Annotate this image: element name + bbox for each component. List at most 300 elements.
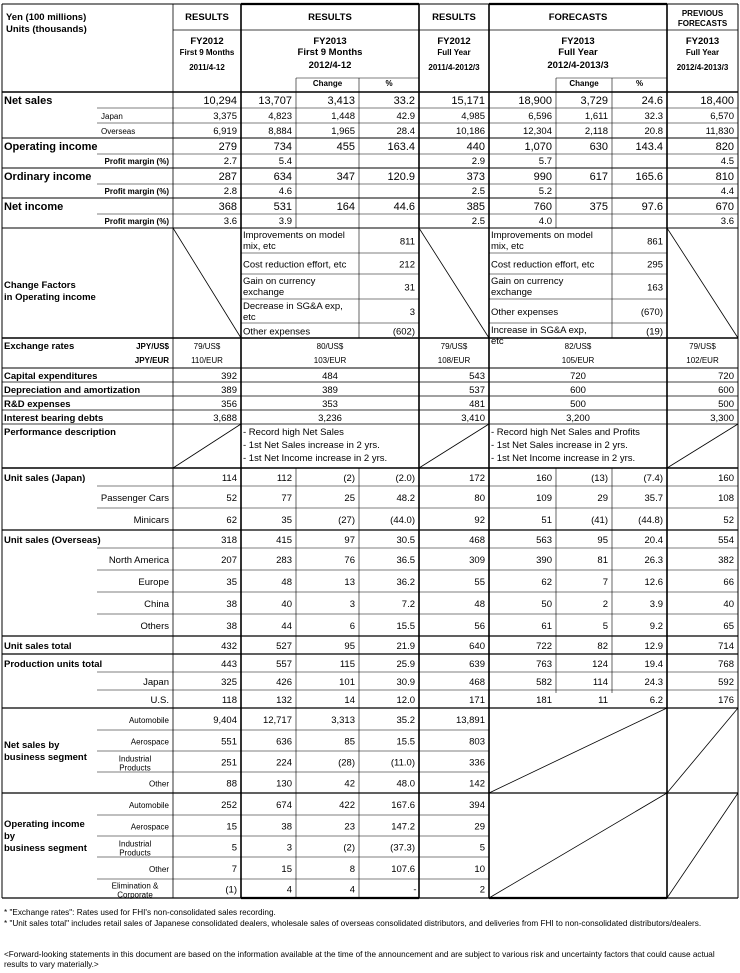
factor-value: 811 [399, 236, 415, 248]
row-value: 51 [541, 515, 552, 526]
grid-line [419, 228, 489, 338]
segment-label: Other [148, 865, 169, 874]
row-value: 65 [723, 621, 734, 632]
segment-value: (37.3) [390, 842, 415, 854]
row-value: 3,729 [580, 95, 608, 107]
row-value: 481 [469, 399, 485, 410]
segment-value: 251 [221, 757, 237, 769]
segment-value: 5 [231, 842, 237, 854]
factor-text: etc [243, 312, 256, 323]
row-value: 810 [715, 171, 734, 183]
row-value: 6,596 [528, 111, 552, 122]
segment-label: Aerospace [130, 822, 169, 832]
segment-value: 38 [281, 821, 292, 833]
row-value: 160 [536, 473, 552, 484]
segment-value: 9,404 [213, 715, 237, 726]
col-head-period: Full Year [685, 48, 720, 57]
row-value: 347 [336, 171, 355, 183]
factor-text: Other expenses [491, 307, 559, 318]
row-value: 714 [718, 641, 734, 652]
segment-value: 29 [474, 821, 485, 833]
row-value: 768 [718, 659, 734, 670]
exchange-value: 102/EUR [686, 356, 719, 365]
row-value: 92 [474, 515, 485, 526]
factor-text: exchange [243, 287, 285, 298]
row-value: 6 [349, 621, 355, 632]
segment-value: 147.2 [391, 821, 415, 833]
exchange-value: 108/EUR [437, 356, 471, 365]
row-value: 368 [218, 201, 237, 213]
row-value: 3,200 [566, 413, 590, 424]
row-value: 52 [723, 515, 734, 526]
factor-text: Improvements on model [491, 230, 593, 241]
row-value: 6,919 [213, 126, 237, 137]
row-value: 36.2 [396, 577, 415, 588]
segment-value: 15 [281, 864, 292, 875]
row-value: 6,570 [710, 111, 734, 122]
row-value: 4,823 [268, 111, 292, 122]
segment-value: 13,891 [455, 715, 485, 726]
grid-line [173, 228, 241, 338]
segment-value: 551 [221, 736, 237, 748]
grid-line [489, 793, 667, 898]
row-value: 990 [533, 171, 552, 183]
factor-value: (670) [640, 307, 663, 318]
segment-value: 2 [479, 884, 485, 896]
exchange-usd-label: JPY/US$ [136, 342, 169, 351]
segment-value: 42 [344, 778, 355, 790]
row-value: 38 [226, 599, 237, 610]
row-value: 160 [718, 473, 734, 484]
row-label: Unit sales (Japan) [4, 473, 86, 484]
row-value: 18,400 [700, 95, 734, 107]
row-sublabel: Japan [143, 677, 169, 688]
pct-head: % [385, 79, 393, 88]
segment-value: 674 [276, 800, 292, 811]
row-value: 114 [592, 677, 608, 688]
row-value: 2.9 [471, 156, 485, 167]
row-value: 3,413 [327, 95, 355, 107]
col-head-year: FY2013 [685, 36, 720, 47]
segment-value: - [413, 884, 417, 896]
factor-value: 295 [647, 259, 663, 271]
col-head-range: 2012/4-12 [308, 60, 352, 71]
row-value: 4,985 [461, 111, 485, 122]
row-value: 557 [276, 659, 292, 670]
row-value: 33.2 [393, 95, 415, 107]
segment-block-label: Operating income [4, 819, 85, 830]
row-value: 165.6 [635, 171, 663, 183]
row-value: 3,236 [318, 413, 342, 424]
row-value: 8,884 [268, 126, 292, 137]
row-value: 5 [602, 621, 608, 632]
row-value: 164 [336, 201, 355, 213]
unit-note: Units (thousands) [6, 24, 87, 35]
grid-line [489, 708, 667, 793]
row-label: Capital expenditures [4, 371, 98, 382]
grid-line [667, 793, 738, 898]
row-value: 325 [221, 677, 237, 688]
row-value: 2.7 [223, 156, 237, 167]
row-value: 640 [469, 641, 485, 652]
exchange-label: Exchange rates [4, 341, 75, 352]
col-head-year: FY2013 [313, 36, 347, 47]
row-value: 21.9 [396, 641, 415, 652]
segment-block-label: business segment [4, 843, 87, 854]
row-value: 722 [536, 641, 552, 652]
segment-value: (28) [338, 757, 355, 769]
segment-value: 3,313 [331, 715, 355, 726]
row-label: Ordinary income [4, 171, 92, 183]
row-value: 35.7 [644, 493, 663, 504]
row-value: 3,688 [213, 413, 237, 424]
unit-note: Yen (100 millions) [6, 12, 87, 23]
row-value: 66 [723, 577, 734, 588]
row-value: 15,171 [451, 95, 485, 107]
segment-value: (2) [343, 842, 355, 854]
row-value: 18,900 [518, 95, 552, 107]
segment-value: 85 [344, 736, 355, 748]
row-value: 4.6 [278, 186, 292, 197]
segment-label: Industrial [118, 839, 152, 849]
results-header: RESULTS [185, 12, 229, 23]
row-value: (44.8) [638, 515, 663, 526]
profit-margin-label: Profit margin (%) [104, 187, 169, 196]
segment-label: Corporate [117, 890, 153, 900]
segment-value: 88 [226, 778, 237, 790]
row-value: 592 [718, 677, 734, 688]
profit-margin-label: Profit margin (%) [104, 157, 169, 166]
row-value: 11 [598, 695, 608, 706]
row-value: 5.2 [538, 186, 552, 197]
segment-value: 142 [469, 778, 485, 790]
segment-label: Products [119, 763, 151, 773]
row-value: 12.9 [644, 641, 663, 652]
row-value: 3.6 [720, 216, 734, 227]
row-value: 415 [276, 535, 292, 546]
row-value: 24.6 [641, 95, 663, 107]
segment-value: 48.0 [396, 778, 415, 790]
exchange-value: 82/US$ [564, 342, 592, 351]
row-value: 426 [276, 677, 292, 688]
row-label: Unit sales (Overseas) [4, 535, 101, 546]
row-value: 28.4 [396, 126, 415, 137]
change-head: Change [312, 79, 343, 88]
row-value: 527 [276, 641, 292, 652]
row-value: 20.4 [644, 535, 663, 546]
row-value: 40 [723, 599, 734, 610]
results-header: RESULTS [432, 12, 476, 23]
row-value: 432 [221, 641, 237, 652]
row-value: 32.3 [644, 111, 663, 122]
exchange-value: 80/US$ [316, 342, 344, 351]
row-value: 12.0 [396, 695, 415, 706]
row-sublabel: Europe [138, 577, 169, 588]
row-value: 55 [474, 577, 485, 588]
row-value: 61 [541, 621, 552, 632]
factor-text: Cost reduction effort, etc [491, 259, 595, 271]
col-head-year: FY2013 [561, 36, 595, 47]
row-value: 720 [570, 371, 586, 382]
segment-value: 35.2 [396, 715, 415, 726]
factor-text: Other expenses [243, 326, 311, 338]
row-value: 44.6 [393, 201, 415, 213]
previous-forecasts-header: PREVIOUS [681, 9, 724, 18]
row-value: 5.7 [538, 156, 552, 167]
row-sublabel: U.S. [150, 695, 169, 706]
segment-label: Automobile [128, 801, 169, 810]
forecasts-header: FORECASTS [548, 12, 608, 23]
row-value: 13 [344, 577, 355, 588]
row-label: Unit sales total [4, 641, 72, 652]
performance-text: - 1st Net Sales increase in 2 yrs. [243, 440, 380, 451]
factor-value: 861 [647, 236, 663, 248]
segment-label: Other [148, 779, 169, 789]
row-label: Net income [4, 201, 64, 213]
row-value: 56 [474, 621, 485, 632]
col-head-range: 2012/4-2013/3 [547, 60, 609, 71]
row-value: 62 [541, 577, 552, 588]
row-value: 382 [718, 555, 734, 566]
col-head-range: 2011/4-2012/3 [428, 63, 480, 72]
results-header: RESULTS [308, 12, 352, 23]
segment-value: 23 [344, 821, 355, 833]
row-value: 82 [597, 641, 608, 652]
row-value: 2,118 [584, 126, 608, 137]
factor-value: 31 [404, 282, 415, 294]
row-value: 77 [281, 493, 292, 504]
row-value: 132 [276, 695, 292, 706]
row-value: 484 [322, 371, 338, 382]
row-value: 531 [273, 201, 292, 213]
segment-value: 10 [474, 864, 485, 875]
row-value: 36.5 [396, 555, 415, 566]
row-value: 1,611 [584, 111, 608, 122]
col-head-period: Full Year [558, 47, 598, 58]
grid-line [419, 424, 489, 468]
row-value: 373 [466, 171, 485, 183]
change-factors-label: in Operating income [4, 292, 96, 303]
row-sublabel: Overseas [101, 127, 136, 136]
row-value: 95 [597, 535, 608, 546]
row-value: 2 [602, 599, 608, 610]
row-value: 12,304 [522, 126, 552, 137]
segment-label: Elimination & [111, 881, 159, 891]
row-value: 118 [221, 695, 237, 706]
col-head-period: First 9 Months [179, 48, 235, 57]
col-head-range: 2011/4-12 [189, 63, 225, 72]
row-value: 455 [336, 141, 355, 153]
footnote-exchange-rates: * "Exchange rates": Rates used for FHI's non-consolidated sales recording. [4, 908, 276, 917]
row-value: 2.5 [471, 186, 485, 197]
row-value: 582 [536, 677, 552, 688]
row-value: 318 [221, 535, 237, 546]
segment-label: Aerospace [130, 737, 169, 747]
profit-margin-label: Profit margin (%) [104, 217, 169, 226]
row-value: 24.3 [644, 677, 663, 688]
row-value: 14 [344, 695, 355, 706]
segment-value: 252 [221, 800, 237, 811]
row-value: 48 [474, 599, 485, 610]
row-value: 11,830 [705, 126, 734, 137]
grid-line [667, 424, 738, 468]
row-label: R&D expenses [4, 399, 71, 410]
row-value: 279 [218, 141, 237, 153]
performance-text: - 1st Net Income increase in 2 yrs. [491, 453, 636, 464]
col-head-year: FY2012 [190, 36, 224, 47]
row-value: 375 [589, 201, 608, 213]
row-value: 38 [226, 621, 237, 632]
performance-text: - Record high Net Sales [243, 427, 344, 438]
row-value: 356 [221, 399, 237, 410]
segment-value: 7 [231, 864, 237, 875]
row-value: 76 [344, 555, 355, 566]
row-value: 120.9 [387, 171, 415, 183]
segment-value: 130 [276, 778, 292, 790]
change-factors-label: Change Factors [4, 280, 76, 291]
row-value: (44.0) [390, 515, 415, 526]
segment-value: 803 [469, 736, 485, 748]
row-value: 172 [469, 473, 485, 484]
performance-text: - 1st Net Income increase in 2 yrs. [243, 453, 388, 464]
row-sublabel: Japan [101, 112, 123, 121]
segment-value: 15.5 [396, 736, 415, 748]
row-value: 48.2 [396, 493, 415, 504]
row-value: 630 [589, 141, 608, 153]
row-value: 42.9 [396, 111, 415, 122]
exchange-value: 103/EUR [313, 356, 347, 365]
row-value: 35 [281, 515, 292, 526]
row-value: 634 [273, 171, 292, 183]
row-value: 4.0 [538, 216, 552, 227]
row-value: 15.5 [396, 621, 415, 632]
segment-label: Automobile [128, 716, 169, 725]
row-value: 20.8 [644, 126, 663, 137]
row-value: 500 [570, 399, 586, 410]
pct-head: % [635, 79, 644, 88]
row-value: 109 [536, 493, 552, 504]
factor-value: 3 [409, 307, 415, 318]
row-value: 734 [273, 141, 292, 153]
row-value: 12.6 [644, 577, 663, 588]
row-value: 543 [469, 371, 485, 382]
row-label: Depreciation and amortization [4, 385, 141, 396]
row-value: (2) [343, 473, 355, 484]
row-value: 1,448 [331, 111, 355, 122]
row-value: 5.4 [278, 156, 292, 167]
row-sublabel: Minicars [133, 515, 169, 526]
segment-label: Products [119, 848, 151, 858]
col-head-period: First 9 Months [297, 47, 363, 58]
row-value: 80 [474, 493, 485, 504]
segment-value: 3 [286, 842, 292, 854]
row-value: 25 [344, 493, 355, 504]
factor-text: etc [491, 336, 504, 347]
row-value: 468 [469, 677, 485, 688]
row-value: 2.5 [471, 216, 485, 227]
row-value: 52 [226, 493, 237, 504]
performance-label: Performance description [4, 427, 116, 438]
grid-line [173, 424, 241, 468]
row-value: 114 [221, 473, 237, 484]
footnote-unit-sales: * "Unit sales total" includes retail sales of Japanese consolidated dealers, wholesale sales of overseas consolidated distributors, and deliveries from FHI to non-consolidated distributors/dealers. [4, 919, 702, 928]
row-value: 44 [281, 621, 292, 632]
row-value: 7 [602, 577, 608, 588]
row-value: 563 [536, 535, 552, 546]
row-value: 1,070 [524, 141, 552, 153]
row-value: 115 [339, 659, 355, 670]
row-value: 143.4 [635, 141, 663, 153]
row-value: 19.4 [644, 659, 663, 670]
row-value: 440 [466, 141, 485, 153]
row-value: 26.3 [644, 555, 663, 566]
row-value: 95 [344, 641, 355, 652]
factor-text: exchange [491, 287, 533, 298]
row-value: 30.9 [396, 677, 415, 688]
row-value: 10,186 [455, 126, 485, 137]
row-value: 40 [281, 599, 292, 610]
row-value: 617 [589, 171, 608, 183]
row-value: 25.9 [396, 659, 415, 670]
row-value: 1,965 [331, 126, 355, 137]
row-value: 4.5 [720, 156, 734, 167]
change-head: Change [569, 79, 599, 88]
row-value: 760 [533, 201, 552, 213]
row-label: Net sales [4, 95, 53, 107]
segment-block-label: business segment [4, 752, 87, 763]
row-value: 287 [218, 171, 237, 183]
row-value: 3 [349, 599, 355, 610]
row-value: 500 [718, 399, 734, 410]
row-value: 283 [276, 555, 292, 566]
exchange-eur-label: JPY/EUR [134, 356, 169, 365]
segment-value: 167.6 [391, 800, 415, 811]
col-head-year: FY2012 [437, 36, 471, 47]
grid-line [667, 228, 738, 338]
factor-text: Decrease in SG&A exp, [243, 301, 343, 312]
segment-value: 107.6 [391, 864, 415, 875]
row-value: 3.9 [278, 216, 292, 227]
row-value: (41) [591, 515, 608, 526]
row-value: (7.4) [643, 473, 663, 484]
row-value: 554 [718, 535, 734, 546]
factor-text: Increase in SG&A exp, [491, 325, 587, 336]
performance-text: - 1st Net Sales increase in 2 yrs. [491, 440, 628, 451]
row-value: (2.0) [395, 473, 415, 484]
row-value: 62 [226, 515, 237, 526]
row-label: Operating income [4, 141, 98, 153]
factor-value: 163 [647, 282, 663, 294]
row-value: 6.2 [649, 695, 663, 706]
exchange-value: 79/US$ [689, 342, 716, 351]
row-value: 13,707 [258, 95, 292, 107]
row-value: 3.9 [649, 599, 663, 610]
row-value: 81 [597, 555, 608, 566]
row-value: 97.6 [641, 201, 663, 213]
row-value: (27) [338, 515, 355, 526]
segment-value: 4 [286, 884, 292, 896]
segment-value: (1) [225, 884, 237, 896]
row-value: 720 [718, 371, 734, 382]
row-value: 9.2 [649, 621, 663, 632]
factor-text: mix, etc [491, 241, 524, 252]
segment-label: Industrial [118, 754, 152, 764]
row-value: 389 [322, 385, 338, 396]
row-value: 309 [469, 555, 485, 566]
row-value: 3,300 [710, 413, 734, 424]
factor-value: (19) [646, 326, 663, 338]
row-value: 443 [221, 659, 237, 670]
